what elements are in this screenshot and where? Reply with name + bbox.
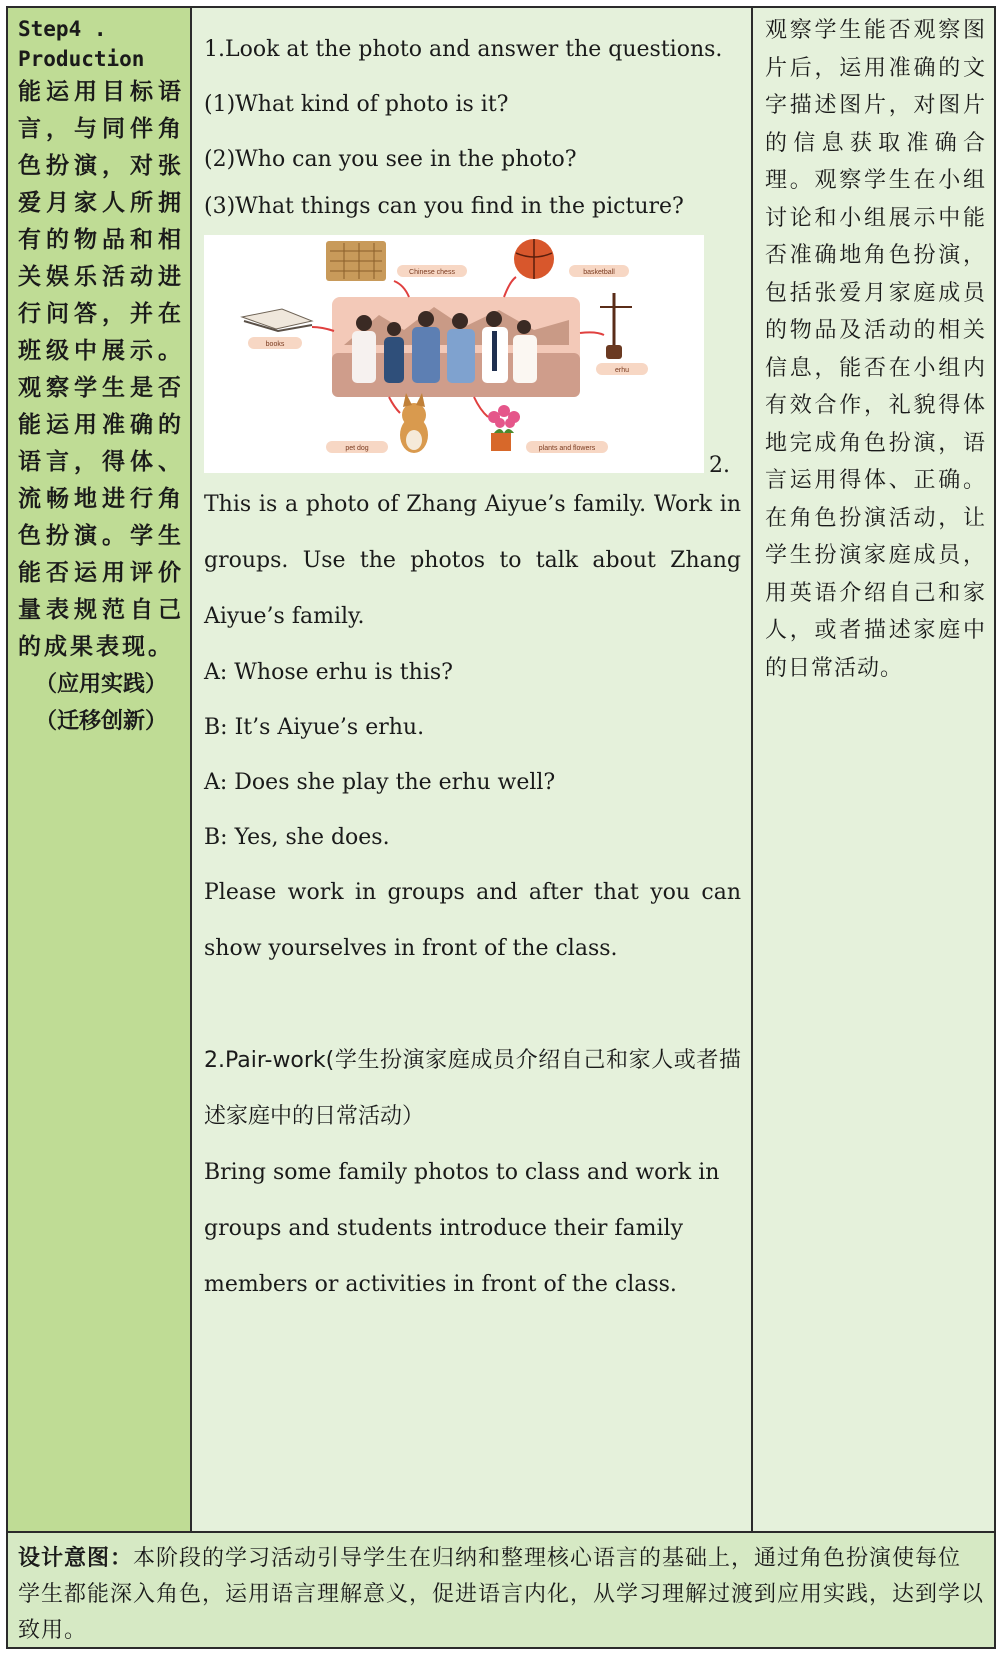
design-intent-text [18,1541,984,1649]
design-intent-row [8,1531,994,1647]
bring-photos-paragraph: Bring some family photos to class and work in groups and students introduce their family members or activities in front of the class. [204,1160,720,1297]
label-plants: plants and flowers [538,445,596,452]
label-chinese-chess: Chinese chess [409,269,455,276]
basketball-icon [514,239,554,279]
label-pet-dog: pet dog [345,445,369,452]
tag-transfer: （迁移创新） [34,709,167,734]
step-column [8,8,192,1531]
work-in-groups-paragraph: This is a photo of Zhang Aiyue’s family. Work in groups. Use the photos to talk about Zhang Aiyue’s family. [204,492,741,629]
show-in-class-paragraph: Please work in groups and after that you can show yourselves in front of the class. [204,880,741,961]
assessment-column [753,8,994,1531]
question-2: (2)Who can you see in the photo? [204,147,577,172]
spacer [204,977,741,1033]
design-intent-body: 本阶段的学习活动引导学生在归纳和整理核心语言的基础上，通过角色扮演使每位学生都能深入角色，运用语言理解意义，促进语言内化，从学习理解过渡到应用实践，达到学以致用。 [18,1546,985,1643]
family-photo-diagram [204,235,730,478]
step-objective-text: 能运用目标语言，与同伴角色扮演，对张爱月家人所拥有的物品和相关娱乐活动进行问答，并在班级中展示。观察学生是否能运用准确的语言，得体、流畅地进行角色扮演。学生能否运用评价量表规范自己的成果表现。 [18,79,184,660]
label-books: books [265,341,285,348]
label-erhu: erhu [614,367,630,374]
question-intro: 1.Look at the photo and answer the questions. [204,37,723,62]
step-title: Step4 . Production [18,17,145,71]
label-basketball: basketball [583,269,615,276]
dialog-a2: A: Does she play the erhu well? [204,770,556,795]
question-1: (1)What kind of photo is it? [204,92,509,117]
production-row [8,8,994,1531]
lesson-plan-table [6,6,996,1649]
family-photo [332,297,580,397]
activity-column [192,8,753,1531]
pair-work-title: 2.Pair-work(学生扮演家庭成员介绍自己和家人或者描述家庭中的日常活动） [204,1048,741,1129]
dialog-b2: B: Yes, she does. [204,825,390,850]
chinese-chess-icon [326,241,386,281]
tag-application: （应用实践） [34,672,167,697]
design-intent-label: 设计意图： [18,1546,134,1571]
photo-item-number: 2. [709,453,730,478]
dialog-b1: B: It’s Aiyue’s erhu. [204,715,425,740]
question-3: (3)What things can you find in the picture? [204,194,684,219]
assessment-text: 观察学生能否观察图片后，运用准确的文字描述图片，对图片的信息获取准确合理。观察学生在小组讨论和小组展示中能否准确地角色扮演，包括张爱月家庭成员的物品及活动的相关信息，能否在小组内有效合作，礼貌得体地完成角色扮演，语言运用得体、正确。在角色扮演活动，让学生扮演家庭成员，用英语介绍自己和家人，或者描述家庭中的日常活动。 [765,18,986,681]
dialog-a1: A: Whose erhu is this? [204,660,453,685]
family-photo-svg [204,235,704,473]
